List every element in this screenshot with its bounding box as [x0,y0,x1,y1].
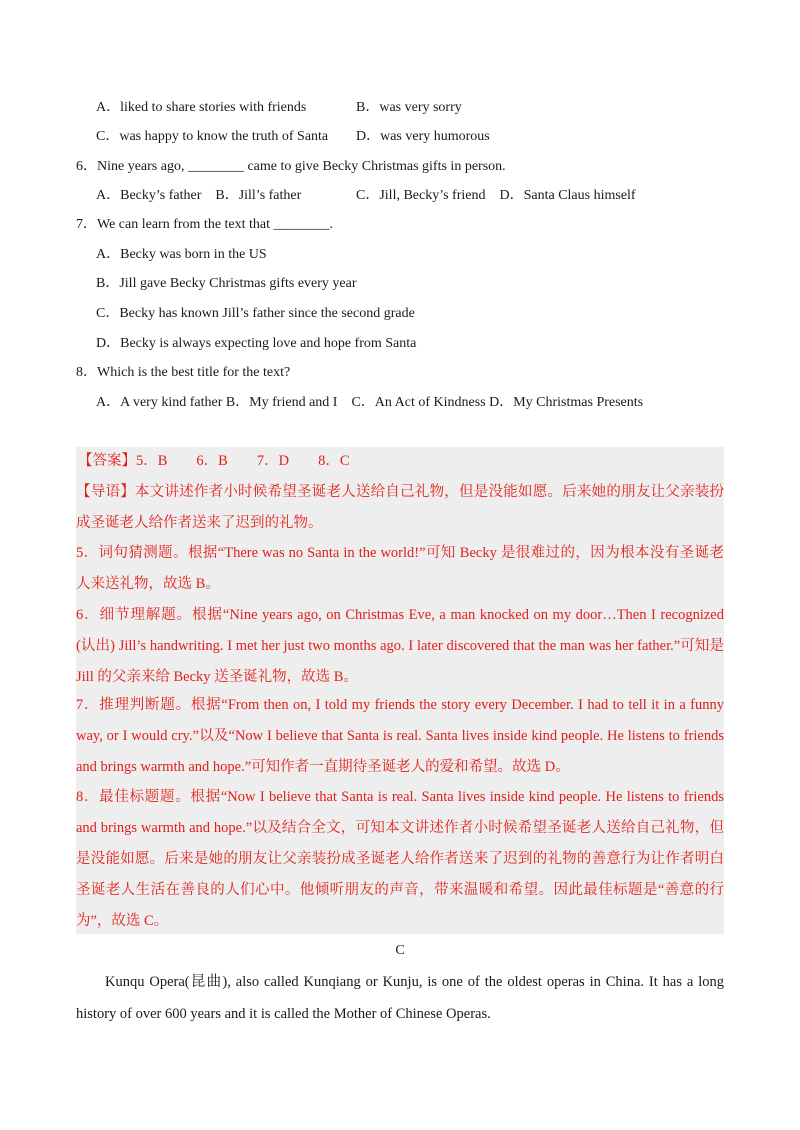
q8-options: A．A very kind father B．My friend and I C．An Act of Kindness D．My Christmas Presents [96,395,644,410]
q5-option-c: C．was happy to know the truth of Santa [96,129,329,144]
q5-option-a: A．liked to share stories with friends [96,100,307,115]
section-c-paragraph: Kunqu Opera(昆曲), also called Kunqiang or Kunju, is one of the oldest operas in China. It has a long history of over 600 years and it is called the Mother of Chinese Operas. [76,974,724,1022]
explanation-5: 5．词句猜测题。根据“There was no Santa in the world!”可知 Becky 是很难过的，因为根本没有圣诞老人来送礼物，故选 B。 [76,545,724,592]
q7-option-b: B．Jill gave Becky Christmas gifts every year [96,276,357,291]
q8-stem: 8．Which is the best title for the text? [76,365,291,380]
q7-stem: 7．We can learn from the text that ________. [76,217,334,232]
explanation-8: 8．最佳标题题。根据“Now I believe that Santa is real. Santa lives inside kind people. He listens to friends and brings warmth and hope.”以及结合全文，可知本文讲述作者小时候希望圣诞老人送给自己礼物，但是没能如愿。后来是她的朋友让父亲装扮成圣诞老人给作者送来了迟到的礼物的善意行为让作者明白圣诞老人生活在善良的人们心中。他倾听朋友的声音，带来温暖和希望。因此最佳标题是“善意的行为”，故选 C。 [76,789,724,929]
q7-option-c: C．Becky has known Jill’s father since the second grade [96,306,415,321]
q6-options-cd: C．Jill, Becky’s friend D．Santa Claus himself [356,188,636,203]
answer-guide: 【导语】本文讲述作者小时候希望圣诞老人送给自己礼物，但是没能如愿。后来她的朋友让父亲装扮成圣诞老人给作者送来了迟到的礼物。 [76,484,724,531]
q7-option-a: A．Becky was born in the US [96,247,267,262]
q6-options-ab: A．Becky’s father B．Jill’s father [96,188,302,203]
q5-option-d: D．was very humorous [356,129,490,144]
q7-option-d: D．Becky is always expecting love and hope from Santa [96,336,417,351]
q6-stem: 6．Nine years ago, ________ came to give Becky Christmas gifts in person. [76,159,506,174]
explanation-7: 7．推理判断题。根据“From then on, I told my friends the story every December. I had to tell it in a funny way, or I would cry.”以及“Now I believe that Santa is real. Santa lives inside kind people. He listens to friends and brings warmth and hope.”可知作者一直期待圣诞老人的爱和希望。故选 D。 [76,697,724,775]
explanation-6: 6．细节理解题。根据“Nine years ago, on Christmas Eve, a man knocked on my door…Then I recognized (认出) Jill’s handwriting. I met her just two months ago. I later discovered that the man was her father.”可知是 Jill 的父亲来给 Becky 送圣诞礼物，故选 B。 [76,607,724,685]
section-letter: C [395,943,405,958]
answer-key: 【答案】5．B 6．B 7．D 8．C [78,453,350,469]
q5-option-b: B．was very sorry [356,100,462,115]
